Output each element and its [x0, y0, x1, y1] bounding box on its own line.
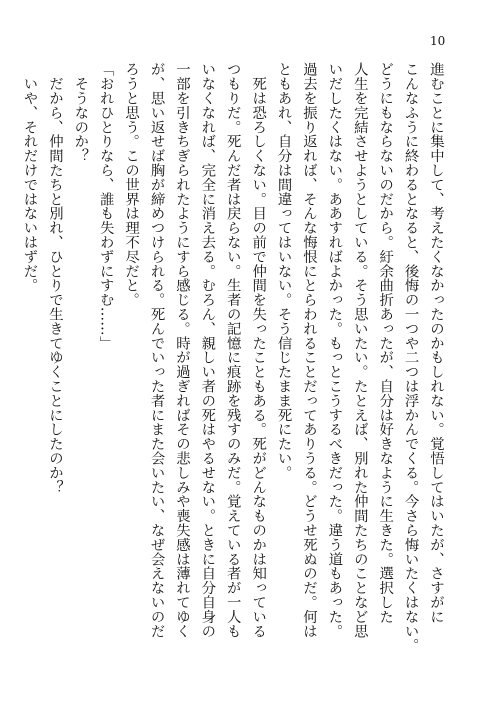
- text-line: ともあれ、自分は間違ってはいない。そう信じたまま死にたい。: [275, 62, 292, 480]
- text-line: 過去を振り返れば、そんな悔恨にとらわれることだってありうる。どうせ死ぬのだ。何は: [300, 62, 317, 638]
- text-line: だから、仲間たちと別れ、ひとりで生きてゆくことにしたのか？: [46, 62, 63, 494]
- text-line: いなくなれば、完全に消え去る。むろん、親しい者の死はやるせない。ときに自分自身の: [199, 62, 216, 638]
- body-text: [16, 62, 448, 653]
- text-line: いや、それだけではないはずだ。: [21, 62, 38, 293]
- text-line: 人生を完結させようとしている。そう思いたい。たとえば、別れた仲間たちのことなど思: [351, 62, 368, 638]
- text-line: 「おれひとりなら、誰も失わずにすむ……」: [97, 62, 114, 350]
- text-line: こんなふうに終わるとなると、後悔の一つや二つは浮かんでくる。今さら悔いたくはない。: [402, 62, 419, 653]
- text-line: 死は恐ろしくない。目の前で仲間を失ったこともある。死がどんなものかは知っている: [250, 62, 267, 638]
- text-line: いだしたくはない。ああすればよかった。もっとこうするべきだった。違う道もあった。: [326, 62, 343, 638]
- text-line: つもりだ。死んだ者は戻らない。生者の記憶に痕跡を残すのみだ。覚えている者が一人も: [224, 62, 241, 638]
- text-line: 進むことに集中して、考えたくなかったのかもしれない。覚悟してはいたが、さすがに: [428, 62, 444, 624]
- text-line: そうなのか？: [72, 62, 89, 163]
- page-number: 10: [430, 34, 446, 48]
- text-line: 一部を引きちぎられたようにすら感じる。時が過ぎればその悲しみや喪失感は薄れてゆく: [173, 62, 190, 638]
- text-line: が、思い返せば胸が締めつけられる。死んでいった者にまた会いたい、なぜ会えないのだ: [148, 62, 165, 638]
- text-line: どうにもならないのだから。紆余曲折あったが、自分は好きなように生きた。選択した: [377, 62, 394, 624]
- text-line: ろうと思う。この世界は理不尽だと。: [123, 62, 140, 307]
